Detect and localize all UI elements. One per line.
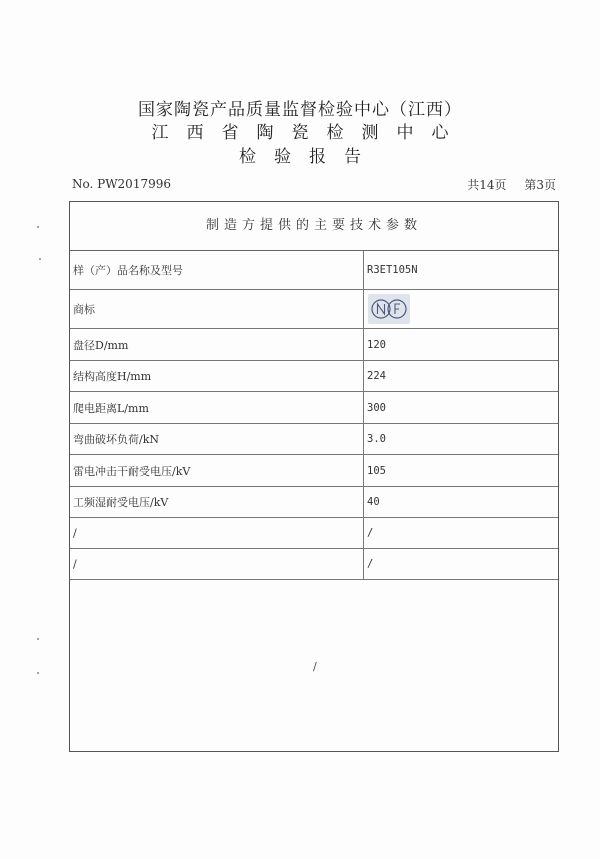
- row-value: /: [367, 527, 374, 539]
- header-title-line2: 江西省陶瓷检测中心: [151, 123, 467, 143]
- row-label: 商标: [73, 303, 95, 316]
- scan-speck: [39, 258, 41, 260]
- row-value: R3ET105N: [367, 264, 418, 276]
- nf-trademark-logo-icon: [368, 294, 410, 324]
- row-value: 224: [367, 370, 386, 382]
- scan-speck: [37, 226, 39, 228]
- row-label: 弯曲破坏负荷/kN: [73, 433, 159, 446]
- table-row: [70, 251, 558, 290]
- report-number: No. PW2017996: [72, 177, 171, 191]
- row-label: 结构高度H/mm: [73, 370, 152, 383]
- table-row: [70, 361, 558, 392]
- row-value: 105: [367, 464, 386, 477]
- row-value: 3.0: [367, 433, 386, 445]
- row-value: 300: [367, 401, 386, 414]
- parameters-table: [69, 201, 559, 752]
- table-row: [70, 549, 558, 580]
- table-row: [70, 455, 558, 487]
- row-value: 40: [367, 496, 380, 508]
- page-total: 共14页: [467, 178, 507, 192]
- table-row: [70, 290, 558, 329]
- header-title-line3: 检验报告: [239, 147, 379, 167]
- row-value: 120: [367, 338, 386, 351]
- row-label: 工频湿耐受电压/kV: [73, 496, 169, 509]
- row-value: /: [367, 558, 374, 570]
- remarks-slash: /: [313, 660, 317, 673]
- table-row: [70, 518, 558, 549]
- row-label: 样（产）品名称及型号: [73, 264, 183, 277]
- row-label: 盘径D/mm: [73, 338, 129, 352]
- row-label: /: [73, 526, 77, 540]
- table-row: [70, 392, 558, 424]
- row-label: 爬电距离L/mm: [73, 401, 149, 415]
- header-title-line1: 国家陶瓷产品质量监督检验中心（江西）: [138, 100, 462, 120]
- row-label: 雷电冲击干耐受电压/kV: [73, 464, 191, 478]
- table-row: [70, 329, 558, 361]
- page-info: [453, 176, 556, 193]
- scan-speck: [37, 638, 39, 640]
- table-row: [70, 487, 558, 518]
- scan-speck: [37, 672, 39, 674]
- row-label: /: [73, 557, 77, 571]
- table-row: [70, 424, 558, 455]
- table-title: 制造方提供的主要技术参数: [70, 202, 558, 251]
- page-current: 第3页: [524, 178, 556, 192]
